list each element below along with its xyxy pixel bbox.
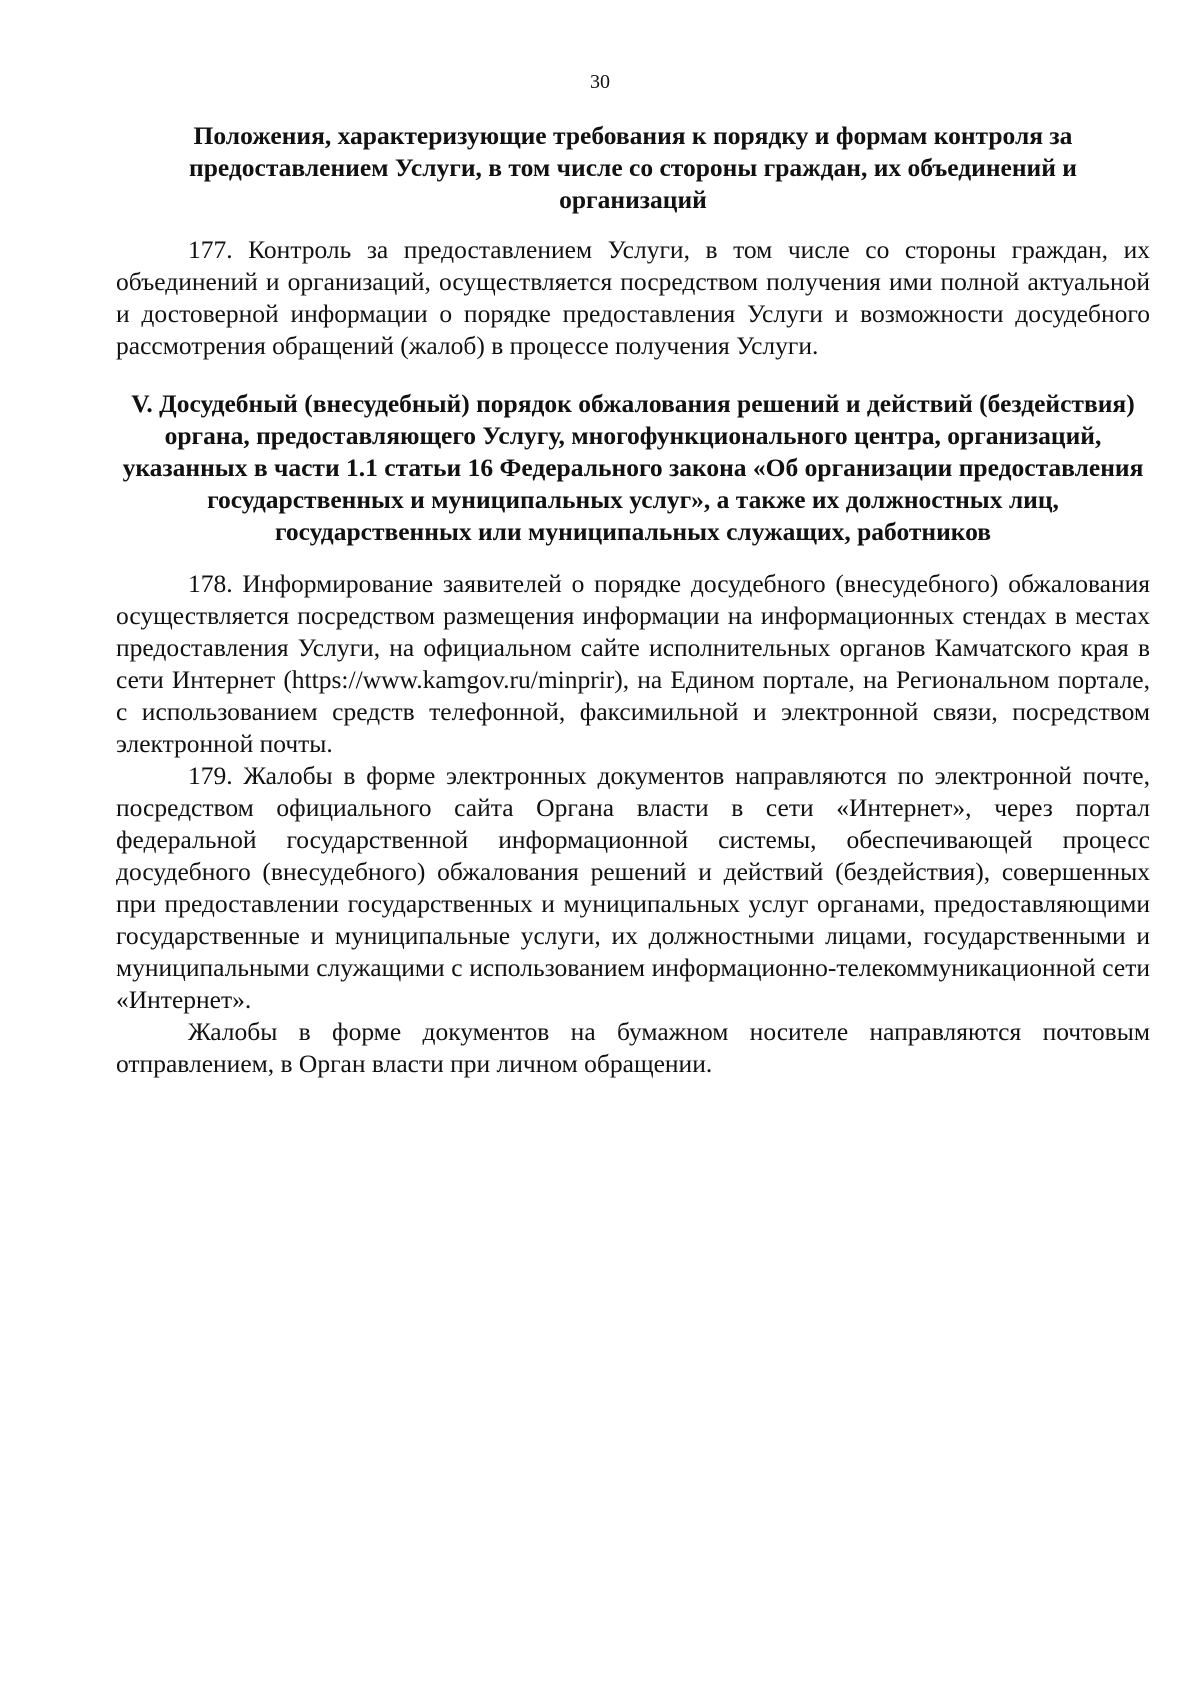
page-number: 30 <box>590 71 610 93</box>
section-heading-appeal: V. Досудебный (внесудебный) порядок обжалования решений и действий (бездействия) органа, предоставляющего Услугу, многофункционального центра, организаций, указанных в части 1.1 статьи 16 Федерального закона «Об организации предоставления государственных и муниципальных услуг», а также их должностных лиц, государственных или муниципальных служащих, работников <box>122 389 1144 546</box>
paragraph-179: 179. Жалобы в форме электронных документов направляются по электронной почте, посредством официального сайта Органа власти в сети «Интернет», через портал федеральной государственной информационной системы, обеспечивающей процесс досудебного (внесудебного) обжалования решений и действий (бездействия), совершенных при предоставлении государственных и муниципальных услуг органами, предоставляющими государственные и муниципальные услуги, их должностными лицами, государственными и муниципальными служащими с использованием информационно-телекоммуникационной сети «Интернет». <box>116 761 1150 1014</box>
paragraph-paper-complaints: Жалобы в форме документов на бумажном носителе направляются почтовым отправлением, в Орган власти при личном обращении. <box>116 1017 1150 1078</box>
section-heading-control: Положения, характеризующие требования к порядку и формам контроля за предоставлением Услуги, в том числе со стороны граждан, их объединений и организаций <box>189 121 1077 214</box>
paragraph-178: 178. Информирование заявителей о порядке досудебного (внесудебного) обжалования осуществляется посредством размещения информации на информационных стендах в местах предоставления Услуги, на официальном сайте исполнительных органов Камчатского края в сети Интернет (https://www.kamgov.ru/minprir), на Едином портале, на Региональном портале, с использованием средств телефонной, факсимильной и электронной связи, посредством электронной почты. <box>116 569 1150 758</box>
document-body <box>116 120 1150 1080</box>
paragraph-177: 177. Контроль за предоставлением Услуги, в том числе со стороны граждан, их объединений и организаций, осуществляется посредством получения ими полной актуальной и достоверной информации о порядке предоставления Услуги и возможности досудебного рассмотрения обращений (жалоб) в процессе получения Услуги. <box>116 235 1150 360</box>
